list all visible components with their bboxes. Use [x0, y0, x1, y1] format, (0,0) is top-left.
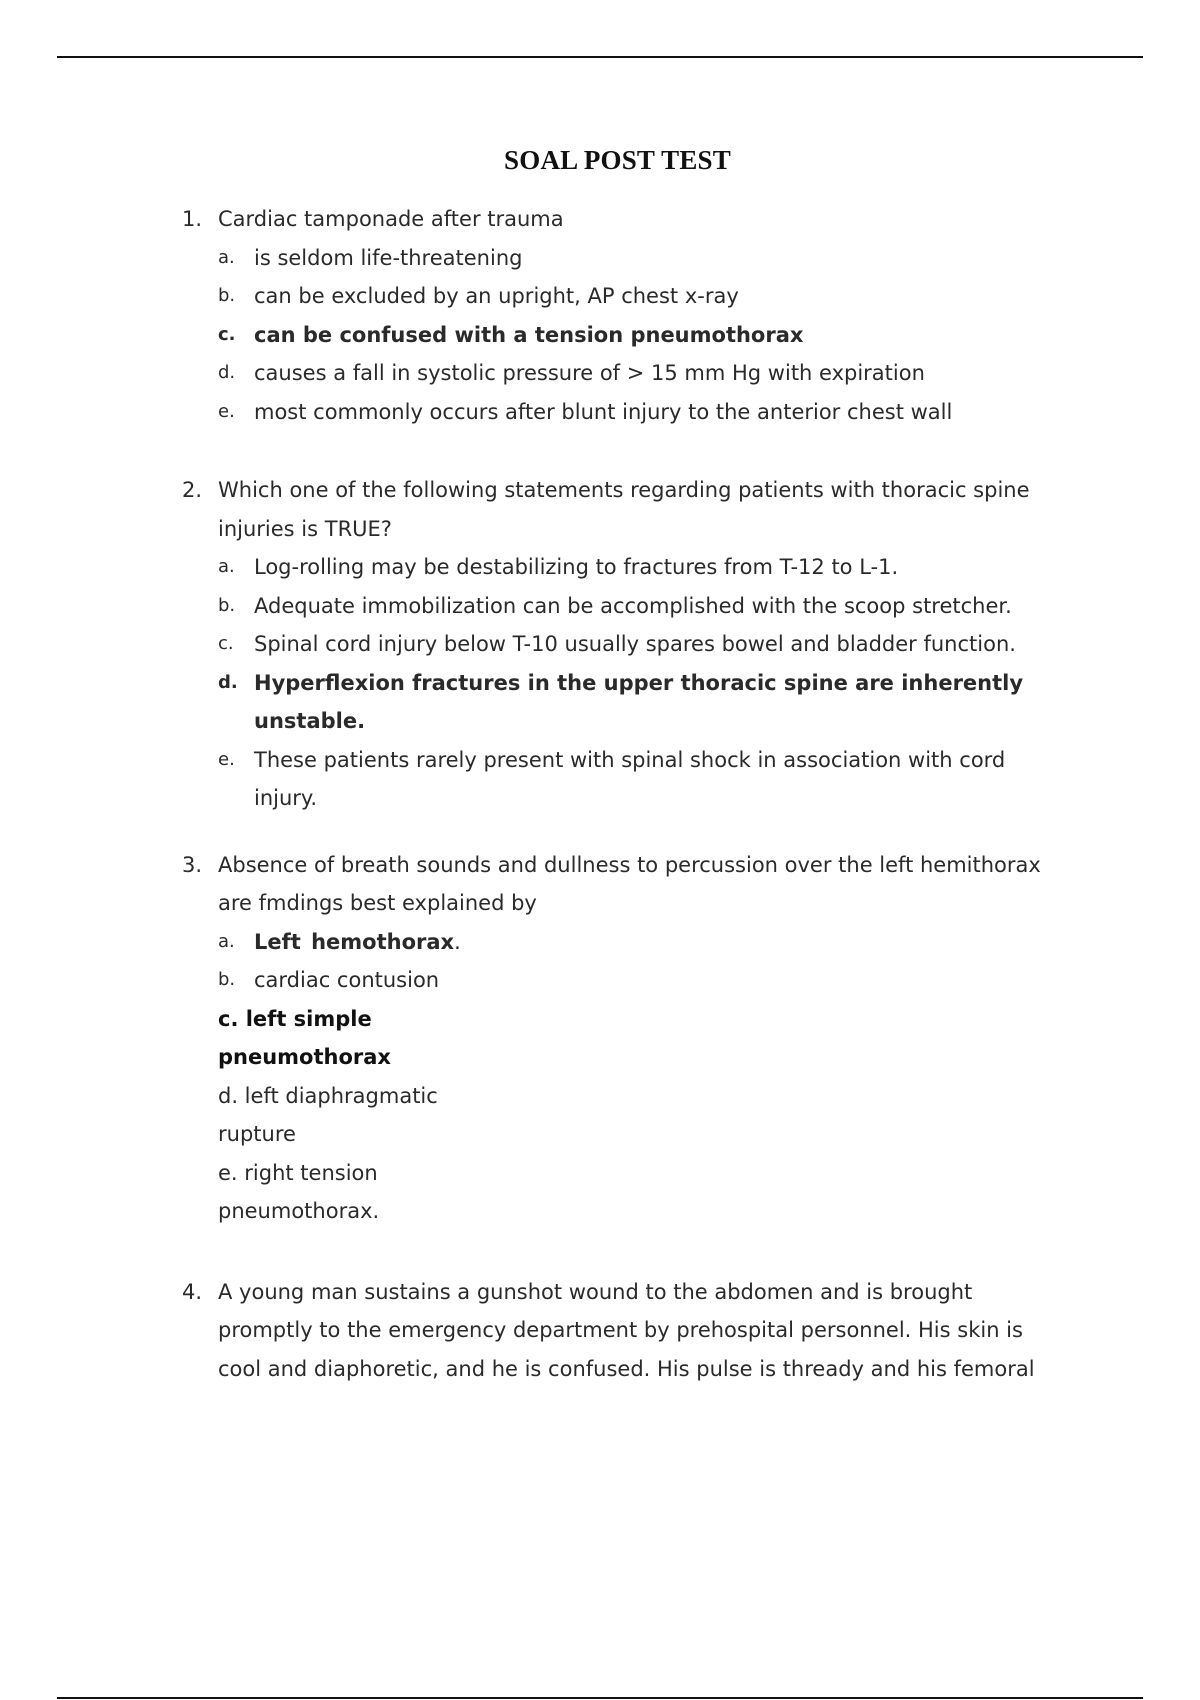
- option-text: Left hemothorax: [254, 929, 455, 954]
- option-b: [0, 587, 1200, 626]
- page-title: SOAL POST TEST: [504, 145, 731, 175]
- option-d: d. left diaphragmatic: [218, 1083, 438, 1108]
- option-d: [0, 354, 1200, 393]
- option-c: c. left simple: [218, 1006, 372, 1031]
- option-text: unstable.: [254, 709, 366, 733]
- option-text: cardiac contusion: [254, 968, 440, 992]
- option-text: causes a fall in systolic pressure of > 15 mm Hg with expiration: [254, 361, 925, 385]
- question-stem-continued: [0, 510, 1200, 549]
- option-b: [0, 961, 1200, 1000]
- option-e: e. right tension: [218, 1160, 378, 1185]
- option-d-answer: [0, 664, 1200, 703]
- question-3: [0, 846, 1200, 1231]
- option-letter: a.: [218, 930, 235, 952]
- option-a: [0, 239, 1200, 278]
- question-4: [0, 1273, 1200, 1389]
- option-c-answer: [0, 316, 1200, 355]
- question-stem: [0, 471, 1200, 510]
- option-text: Hyperflexion fractures in the upper thoracic spine are inherently: [254, 670, 1024, 695]
- footer-rule: [57, 1697, 1143, 1699]
- question-text: Which one of the following statements regarding patients with thoracic spine: [218, 478, 1030, 502]
- question-text: injuries is TRUE?: [218, 516, 392, 541]
- option-text: most commonly occurs after blunt injury to the anterior chest wall: [254, 399, 953, 424]
- option-e: [0, 393, 1200, 432]
- option-b: [0, 277, 1200, 316]
- option-d-continued: rupture: [218, 1122, 296, 1146]
- option-letter: d.: [218, 671, 238, 693]
- option-letter: c.: [218, 323, 236, 345]
- option-text: can be excluded by an upright, AP chest x-ray: [254, 284, 739, 308]
- question-text: Cardiac tamponade after trauma: [218, 207, 564, 231]
- question-number: 4.: [182, 1279, 203, 1304]
- option-text: is seldom life-threatening: [254, 245, 523, 270]
- question-2: [0, 471, 1200, 818]
- option-letter: d.: [218, 362, 236, 383]
- option-c: [0, 625, 1200, 664]
- option-d-continued: [0, 702, 1200, 741]
- option-e-continued: pneumothorax.: [218, 1199, 380, 1223]
- option-c-continued: pneumothorax: [218, 1045, 391, 1069]
- question-text: A young man sustains a gunshot wound to the abdomen and is brought: [218, 1279, 973, 1304]
- option-text: Log-rolling may be destabilizing to fractures from T-12 to L-1.: [254, 555, 899, 579]
- question-1: [0, 200, 1200, 431]
- question-stem-continued: [0, 884, 1200, 923]
- option-text: injury.: [254, 786, 318, 810]
- question-text: Absence of breath sounds and dullness to percussion over the left hemithorax: [218, 852, 1041, 877]
- question-stem: [0, 1273, 1200, 1312]
- question-number: 3.: [182, 852, 203, 877]
- option-letter: b.: [218, 969, 236, 990]
- question-list: [0, 200, 1200, 1388]
- question-number: 2.: [182, 478, 203, 502]
- option-letter: a.: [218, 556, 235, 577]
- question-stem: [0, 200, 1200, 239]
- option-text: Spinal cord injury below T-10 usually spares bowel and bladder function.: [254, 632, 1016, 656]
- header-rule: [57, 56, 1143, 58]
- option-letter: c.: [218, 633, 234, 654]
- option-letter: a.: [218, 246, 235, 268]
- option-letter: b.: [218, 285, 236, 306]
- option-text: can be confused with a tension pneumothorax: [254, 322, 804, 347]
- option-text: Adequate immobilization can be accomplished with the scoop stretcher.: [254, 593, 1012, 618]
- question-stem-continued: [0, 1350, 1200, 1389]
- option-e: [0, 741, 1200, 780]
- option-a-answer: [0, 923, 1200, 962]
- question-text: are fmdings best explained by: [218, 891, 537, 915]
- question-number: 1.: [182, 207, 203, 231]
- question-stem-continued: [0, 1311, 1200, 1350]
- option-a: [0, 548, 1200, 587]
- option-letter: b.: [218, 594, 236, 616]
- option-e-continued: [0, 779, 1200, 818]
- question-stem: [0, 846, 1200, 885]
- question-text: cool and diaphoretic, and he is confused. His pulse is thready and his femoral: [218, 1356, 1035, 1381]
- question-text: promptly to the emergency department by prehospital personnel. His skin is: [218, 1318, 1023, 1342]
- option-letter: e.: [218, 748, 235, 770]
- option-text: These patients rarely present with spinal shock in association with cord: [254, 747, 1006, 772]
- option-suffix: .: [454, 929, 461, 954]
- option-letter: e.: [218, 400, 235, 422]
